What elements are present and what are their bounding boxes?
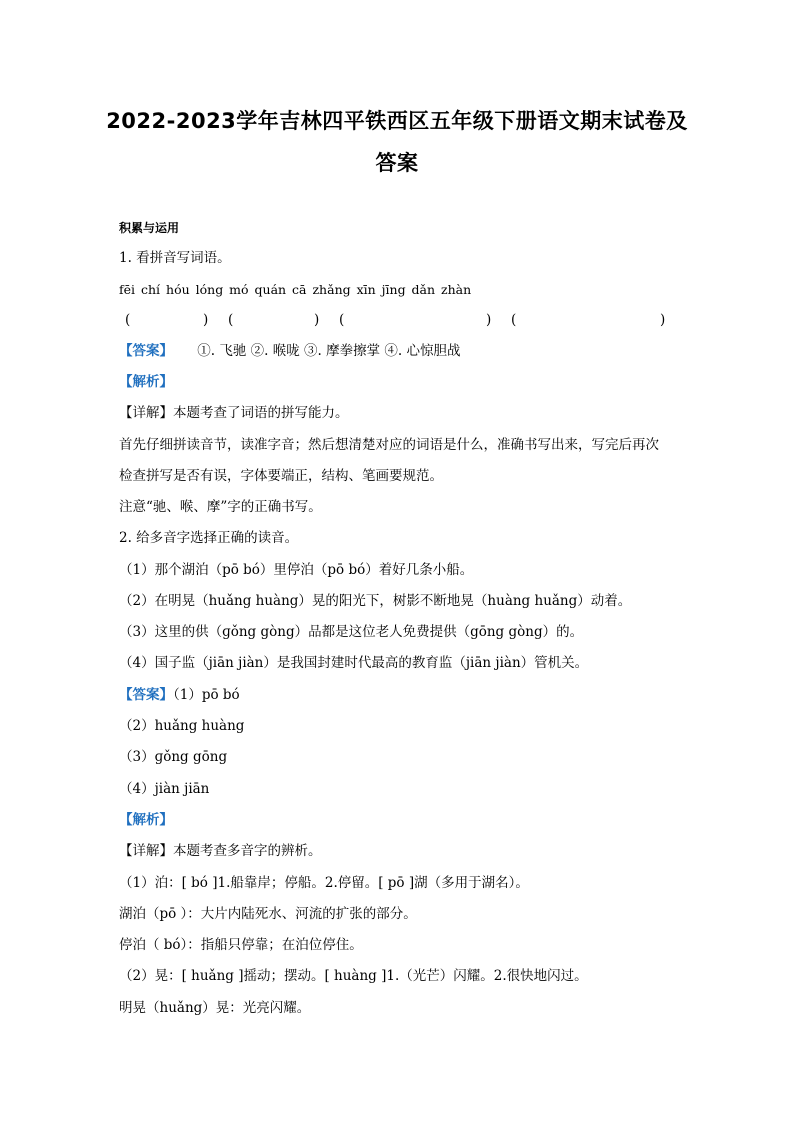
answer-tag: 【答案】 xyxy=(119,687,173,703)
q1-answer xyxy=(119,342,461,360)
q1-question: 1. 看拼音写词语。 xyxy=(119,250,231,266)
blank-close-3: ) xyxy=(486,312,492,328)
detail-tag: 【详解】 xyxy=(119,843,173,859)
q2-explain-2: 湖泊（pō ）：大片内陆死水、河流的扩张的部分。 xyxy=(119,906,417,922)
q1-detail xyxy=(119,404,349,422)
blank-open-1: ( xyxy=(125,312,131,328)
blank-open-4: ( xyxy=(511,312,517,328)
q2-answer-3: （3）ɡǒng gōng xyxy=(119,749,228,765)
q2-item-2: （2）在明晃（huǎng huàng）晃的阳光下，树影不断地晃（huàng huǎng）动着。 xyxy=(119,593,632,609)
q2-question: 2. 给多音字选择正确的读音。 xyxy=(119,530,299,546)
answer-text: ①. 飞驰 ②. 喉咙 ③. 摩拳擦掌 ④. 心惊胆战 xyxy=(197,343,461,359)
blank-close-4: ) xyxy=(660,312,666,328)
blank-close-1: ) xyxy=(203,312,209,328)
analysis-tag: 【解析】 xyxy=(119,812,173,828)
blank-close-2: ) xyxy=(314,312,320,328)
detail-text: 本题考查多音字的辨析。 xyxy=(173,843,322,859)
q2-explain-5: 明晃（huǎng）晃：光亮闪耀。 xyxy=(119,1000,311,1016)
analysis-tag: 【解析】 xyxy=(119,374,173,390)
q2-answer-1 xyxy=(119,686,240,704)
blank-open-3: ( xyxy=(339,312,345,328)
answer-tag: 【答案】 xyxy=(119,343,173,359)
q2-explain-4: （2）晃：[ huǎng ]摇动；摆动。[ huàng ]1.（光芒）闪耀。2.很快地闪过。 xyxy=(119,968,588,984)
q2-item-3: （3）这里的供（ɡǒng gòng）品都是这位老人免费提供（gōng gòng）的。 xyxy=(119,624,584,640)
q2-item-4: （4）国子监（jiān jiàn）是我国封建时代最高的教育监（jiān jiàn）管机关。 xyxy=(119,655,589,671)
detail-text: 本题考查了词语的拼写能力。 xyxy=(173,405,349,421)
section-heading: 积累与运用 xyxy=(119,221,180,235)
q2-explain-3: 停泊（ bó）：指船只停靠；在泊位停住。 xyxy=(119,937,363,953)
page-title-line2: 答案 xyxy=(375,151,419,175)
q2-answer-2: （2）huǎng huàng xyxy=(119,718,245,734)
q1-pinyin: fēi chí hóu lóng mó quán cā zhǎng xīn jīng dǎn zhàn xyxy=(119,282,472,297)
q2-detail xyxy=(119,842,322,860)
blank-open-2: ( xyxy=(228,312,234,328)
q1-para2: 检查拼写是否有误，字体要端正，结构、笔画要规范。 xyxy=(119,468,443,484)
q2-item-1: （1）那个湖泊（pō bó）里停泊（pō bó）着好几条小船。 xyxy=(119,562,474,578)
answer-text: （1）pō bó xyxy=(173,687,240,703)
q2-answer-4: （4）jiàn jiān xyxy=(119,781,210,797)
q2-explain-1: （1）泊：[ bó ]1.船靠岸；停船。2.停留。[ pō ]湖（多用于湖名）。 xyxy=(119,875,529,891)
page-title-line1: 2022-2023学年吉林四平铁西区五年级下册语文期末试卷及 xyxy=(106,109,688,133)
detail-tag: 【详解】 xyxy=(119,405,173,421)
q1-para3: 注意“驰、喉、摩”字的正确书写。 xyxy=(119,499,322,515)
q1-para1: 首先仔细拼读音节，读准字音；然后想清楚对应的词语是什么，准确书写出来，写完后再次 xyxy=(119,437,659,453)
